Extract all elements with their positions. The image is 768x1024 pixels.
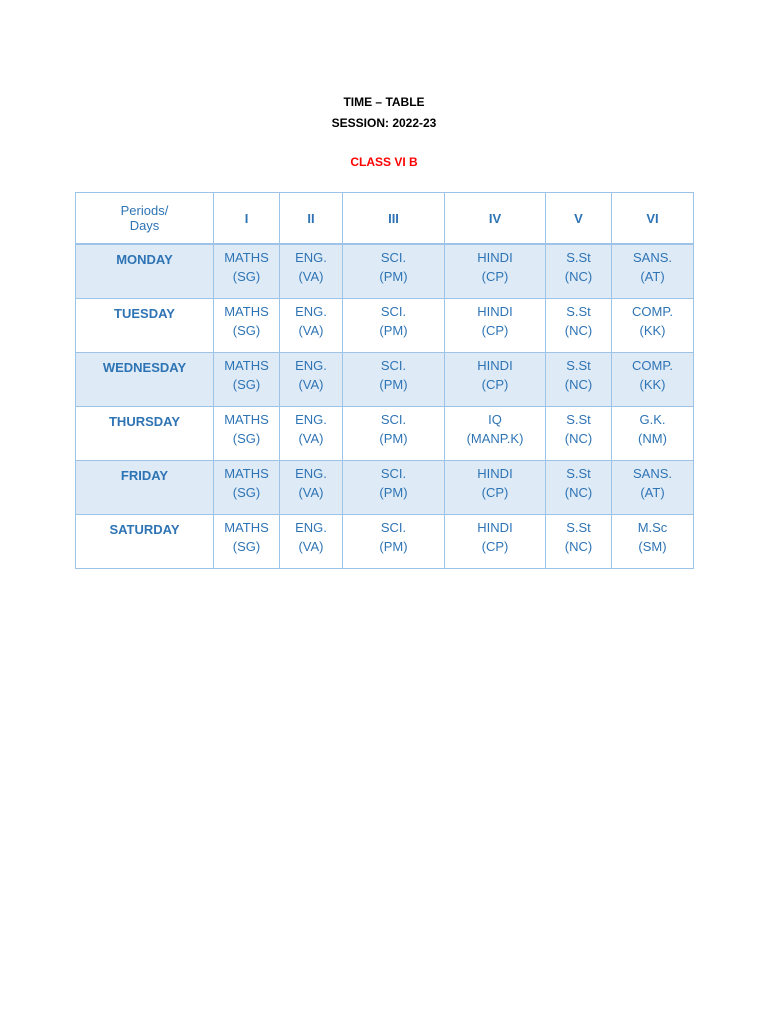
subject-label: MATHS	[224, 412, 269, 427]
teacher-label: (SG)	[232, 269, 261, 284]
subject-label: ENG.	[295, 466, 327, 481]
period-cell	[445, 353, 546, 407]
teacher-label: (NM)	[638, 431, 667, 446]
teacher-label: (VA)	[298, 539, 324, 554]
subject-label: MATHS	[224, 466, 269, 481]
subject-label: SCI.	[380, 304, 407, 319]
teacher-label: (VA)	[298, 431, 324, 446]
teacher-label: (PM)	[379, 539, 408, 554]
teacher-label: (CP)	[481, 269, 509, 284]
subject-label: MATHS	[224, 304, 269, 319]
subject-label: S.St	[566, 412, 591, 427]
teacher-label: (PM)	[379, 431, 408, 446]
subject-label: ENG.	[295, 250, 327, 265]
period-cell	[612, 407, 694, 461]
subject-label: SCI.	[380, 412, 407, 427]
teacher-label: (MANP.K)	[466, 431, 524, 446]
teacher-label: (PM)	[379, 377, 408, 392]
header-corner	[76, 193, 214, 245]
period-cell	[445, 461, 546, 515]
day-cell: TUESDAY	[76, 299, 214, 353]
teacher-label: (KK)	[639, 323, 666, 338]
period-cell	[546, 353, 612, 407]
period-cell	[214, 461, 280, 515]
period-header: III	[343, 193, 445, 245]
teacher-label: (NC)	[564, 377, 593, 392]
period-cell	[214, 244, 280, 299]
period-cell	[546, 407, 612, 461]
table-row	[76, 244, 694, 299]
subject-label: G.K.	[639, 412, 666, 427]
day-cell: SATURDAY	[76, 515, 214, 569]
subject-label: S.St	[566, 358, 591, 373]
session-label: SESSION: 2022-23	[331, 116, 437, 130]
period-cell	[280, 299, 343, 353]
teacher-label: (SM)	[638, 539, 667, 554]
document-title: TIME – TABLE	[343, 95, 425, 109]
subject-label: HINDI	[477, 304, 513, 319]
subject-label: SCI.	[380, 466, 407, 481]
teacher-label: (AT)	[640, 485, 665, 500]
teacher-label: (SG)	[232, 377, 261, 392]
period-cell	[546, 515, 612, 569]
subject-label: SANS.	[632, 250, 672, 265]
class-title: CLASS VI B	[350, 155, 418, 169]
period-cell	[343, 244, 445, 299]
teacher-label: (VA)	[298, 323, 324, 338]
teacher-label: (NC)	[564, 485, 593, 500]
subject-label: ENG.	[295, 358, 327, 373]
subject-label: IQ	[488, 412, 502, 427]
teacher-label: (NC)	[564, 323, 593, 338]
teacher-label: (PM)	[379, 323, 408, 338]
subject-label: S.St	[566, 520, 591, 535]
teacher-label: (CP)	[481, 323, 509, 338]
subject-label: SANS.	[632, 466, 672, 481]
subject-label: MATHS	[224, 520, 269, 535]
period-cell	[343, 353, 445, 407]
teacher-label: (CP)	[481, 539, 509, 554]
table-row	[76, 461, 694, 515]
period-cell	[280, 461, 343, 515]
teacher-label: (SG)	[232, 539, 261, 554]
day-cell: THURSDAY	[76, 407, 214, 461]
subject-label: SCI.	[380, 358, 407, 373]
table-row	[76, 407, 694, 461]
subject-label: COMP.	[632, 304, 673, 319]
teacher-label: (VA)	[298, 377, 324, 392]
subject-label: S.St	[566, 466, 591, 481]
timetable	[75, 192, 694, 569]
subject-label: S.St	[566, 304, 591, 319]
header-corner-line1: Periods/	[120, 203, 169, 218]
teacher-label: (NC)	[564, 269, 593, 284]
period-header: II	[280, 193, 343, 245]
teacher-label: (NC)	[564, 431, 593, 446]
period-cell	[445, 515, 546, 569]
period-cell	[280, 353, 343, 407]
period-cell	[612, 515, 694, 569]
subject-label: SCI.	[380, 250, 407, 265]
subject-label: S.St	[566, 250, 591, 265]
header-row	[76, 193, 694, 245]
header-corner-line2: Days	[129, 218, 160, 233]
period-cell	[280, 407, 343, 461]
period-header: VI	[612, 193, 694, 245]
period-cell	[445, 407, 546, 461]
period-cell	[445, 299, 546, 353]
subject-label: SCI.	[380, 520, 407, 535]
subject-label: MATHS	[224, 250, 269, 265]
teacher-label: (CP)	[481, 485, 509, 500]
subject-label: ENG.	[295, 520, 327, 535]
period-cell	[612, 353, 694, 407]
teacher-label: (PM)	[379, 269, 408, 284]
period-cell	[343, 299, 445, 353]
period-cell	[280, 244, 343, 299]
period-cell	[612, 244, 694, 299]
timetable-body	[76, 244, 694, 569]
subject-label: ENG.	[295, 412, 327, 427]
teacher-label: (CP)	[481, 377, 509, 392]
table-row	[76, 299, 694, 353]
period-cell	[214, 515, 280, 569]
period-cell	[343, 515, 445, 569]
teacher-label: (AT)	[640, 269, 665, 284]
subject-label: COMP.	[632, 358, 673, 373]
period-header: I	[214, 193, 280, 245]
subject-label: HINDI	[477, 466, 513, 481]
teacher-label: (VA)	[298, 269, 324, 284]
day-cell: WEDNESDAY	[76, 353, 214, 407]
period-cell	[214, 299, 280, 353]
period-cell	[612, 299, 694, 353]
period-cell	[214, 353, 280, 407]
period-cell	[280, 515, 343, 569]
subject-label: ENG.	[295, 304, 327, 319]
day-cell: FRIDAY	[76, 461, 214, 515]
teacher-label: (VA)	[298, 485, 324, 500]
period-header: V	[546, 193, 612, 245]
teacher-label: (SG)	[232, 485, 261, 500]
period-cell	[546, 244, 612, 299]
period-cell	[343, 461, 445, 515]
teacher-label: (PM)	[379, 485, 408, 500]
teacher-label: (SG)	[232, 431, 261, 446]
period-cell	[343, 407, 445, 461]
subject-label: HINDI	[477, 250, 513, 265]
teacher-label: (SG)	[232, 323, 261, 338]
period-cell	[612, 461, 694, 515]
table-row	[76, 515, 694, 569]
subject-label: HINDI	[477, 520, 513, 535]
period-cell	[546, 461, 612, 515]
teacher-label: (KK)	[639, 377, 666, 392]
day-cell: MONDAY	[76, 244, 214, 299]
subject-label: MATHS	[224, 358, 269, 373]
subject-label: HINDI	[477, 358, 513, 373]
table-row	[76, 353, 694, 407]
subject-label: M.Sc	[637, 520, 668, 535]
period-header: IV	[445, 193, 546, 245]
teacher-label: (NC)	[564, 539, 593, 554]
period-cell	[546, 299, 612, 353]
period-cell	[214, 407, 280, 461]
period-cell	[445, 244, 546, 299]
